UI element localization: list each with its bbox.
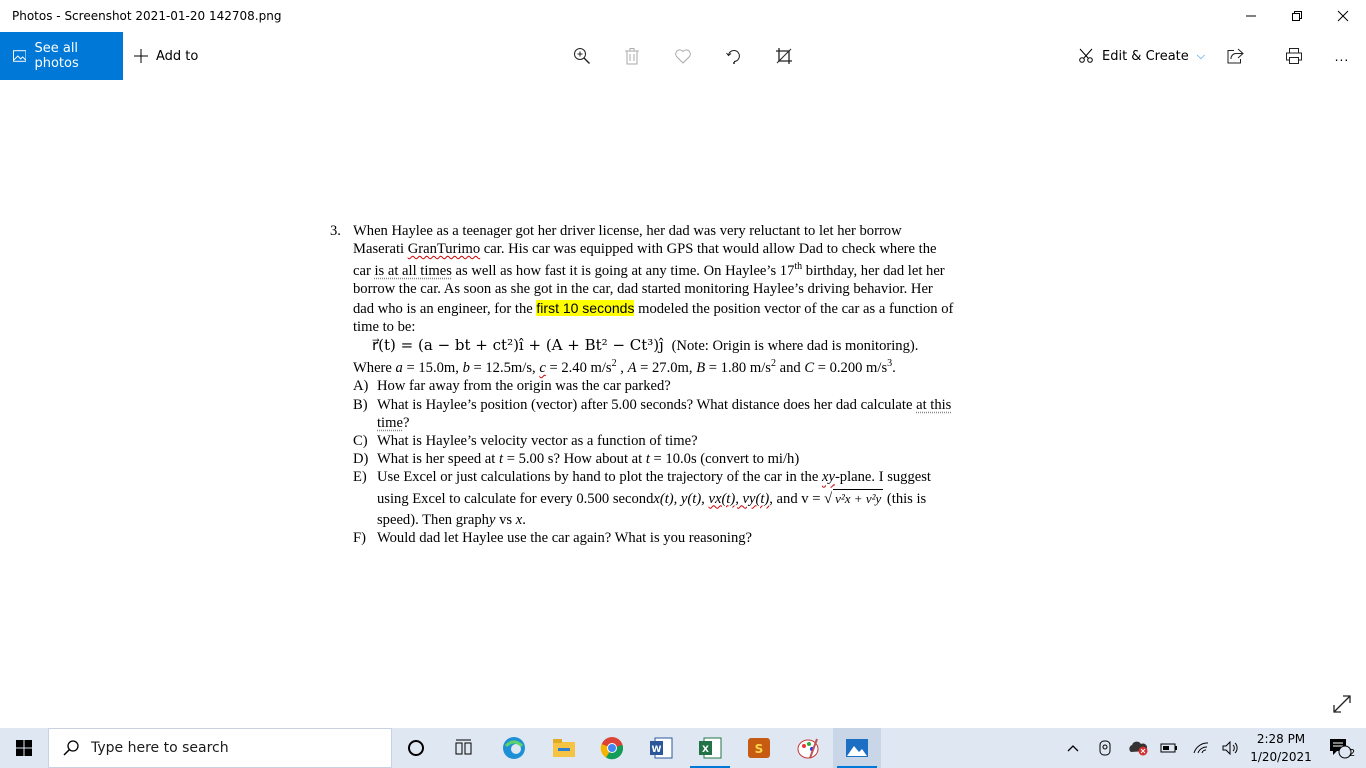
see-all-photos-button[interactable] — [0, 32, 123, 80]
formula-note: (Note: Origin is where dad is monitoring). — [671, 338, 919, 355]
chrome-icon — [600, 736, 624, 760]
grammar-flagged-text: is at all times — [374, 263, 452, 280]
tray-volume[interactable] — [1220, 728, 1242, 768]
item-label: D) — [353, 451, 369, 468]
question-item-a — [353, 377, 1018, 395]
minimize-button[interactable] — [1228, 0, 1274, 32]
paragraph-line-4 — [353, 280, 1018, 298]
printer-icon — [1285, 47, 1303, 65]
word-icon — [649, 737, 673, 759]
item-text: speed). Then graph — [377, 511, 489, 528]
item-text: (this is — [883, 490, 927, 507]
question-item-f — [353, 529, 1018, 547]
text: = 2.40 m/s — [545, 360, 612, 377]
superscript: 3 — [887, 358, 893, 370]
item-label: C) — [353, 432, 368, 449]
question-item-e: E) Use Excel or just calculations by hand to plot the trajectory of the car in the xy-plane. I suggest using Excel to calculate for every 0.500 secondx(t), y(t), vx(t), vy(t), and v = √ v²x + v²y (this is speed). Then graphy vs x. — [353, 469, 931, 528]
var: c — [539, 360, 546, 377]
tray-camera[interactable] — [1094, 728, 1116, 768]
crop-button[interactable] — [772, 44, 796, 68]
close-icon — [1337, 10, 1349, 22]
plus-icon — [134, 49, 148, 63]
svg-text:W: W — [651, 745, 662, 755]
item-text: -plane. I suggest — [834, 469, 931, 486]
add-to-label: Add to — [156, 48, 199, 64]
see-all-photos-label: See all photos — [34, 41, 79, 71]
paragraph-text: time to be: — [353, 318, 416, 335]
taskbar-app-chrome[interactable] — [588, 728, 636, 768]
cortana-icon — [407, 739, 425, 757]
highlighted-text: first 10 seconds — [536, 299, 635, 316]
var: x — [515, 511, 523, 528]
item-text: What is Haylee’s position (vector) after 5.00 seconds? What distance does her dad calculate — [377, 396, 917, 413]
item-text: = 5.00 s? How about at — [503, 451, 646, 468]
expand-icon — [1331, 693, 1353, 715]
var: t — [498, 451, 504, 468]
var: vx(t), vy(t) — [708, 490, 770, 507]
taskbar-app-snagit[interactable] — [735, 728, 783, 768]
trash-icon — [623, 47, 641, 65]
text: and — [775, 360, 805, 377]
more-options-label: ... — [1334, 48, 1350, 64]
var: a — [395, 360, 403, 377]
window-title: Photos - Screenshot 2021-01-20 142708.png — [12, 9, 282, 23]
paragraph-line-3 — [353, 258, 1018, 280]
item-text: How far away from the origin was the car parked? — [377, 378, 671, 395]
restore-button[interactable] — [1274, 0, 1320, 32]
paragraph-text: car — [353, 263, 375, 280]
text: = 27.0m, — [636, 360, 697, 377]
edit-create-label: Edit & Create — [1102, 48, 1189, 64]
item-label: E) — [353, 469, 367, 486]
speaker-icon — [1222, 741, 1240, 755]
svg-text:S: S — [754, 742, 764, 756]
paragraph-line-2 — [353, 240, 1018, 258]
item-label: B) — [353, 396, 368, 413]
taskbar-search-box[interactable] — [48, 728, 392, 768]
misspelled-word: GranTurimo — [407, 241, 481, 258]
text: = 15.0m, — [402, 360, 463, 377]
text: . — [892, 360, 896, 377]
paragraph-line-6 — [353, 318, 1018, 336]
delete-button[interactable] — [620, 44, 644, 68]
paragraph-text: car. His car was equipped with GPS that would allow Dad to check where the — [480, 241, 937, 258]
item-text: What is her speed at — [377, 451, 499, 468]
task-view-icon — [455, 739, 473, 757]
search-placeholder: Type here to search — [91, 740, 229, 756]
edit-create-button[interactable] — [1078, 32, 1205, 80]
var: x(t), y(t), — [653, 490, 709, 507]
text: = 1.80 m/s — [705, 360, 771, 377]
question-body — [353, 222, 1018, 547]
var: B — [696, 360, 706, 377]
question-item-d — [353, 450, 1018, 468]
photo-gallery-icon — [13, 49, 26, 63]
item-text: vs — [495, 511, 516, 528]
snagit-icon — [747, 737, 771, 759]
restore-icon — [1291, 10, 1303, 22]
paragraph-line-1 — [353, 222, 1018, 240]
clock-date: 1/20/2021 — [1250, 750, 1312, 764]
heart-icon — [674, 47, 692, 65]
item-text: Would dad let Haylee use the car again? What is you reasoning? — [377, 529, 753, 546]
notification-count: 2 — [1348, 748, 1356, 759]
rotate-icon — [725, 47, 743, 65]
battery-icon — [1160, 742, 1178, 754]
var: b — [462, 360, 470, 377]
item-label: F) — [353, 529, 366, 546]
item-text: Use Excel or just calculations by hand to plot the trajectory of the car in the — [377, 469, 822, 486]
full-screen-button[interactable] — [1331, 693, 1353, 715]
paragraph-text: dad who is an engineer, for the — [353, 300, 537, 317]
paragraph-line-5 — [353, 299, 1018, 318]
tray-battery[interactable] — [1158, 728, 1180, 768]
folder-icon — [552, 738, 576, 758]
var: C — [804, 360, 815, 377]
photos-toolbar — [0, 32, 1366, 80]
paragraph-text: borrow the car. As soon as she got in the car, dad started monitoring Haylee’s driving behavior. Her — [353, 281, 933, 298]
grammar-flagged-text: at this — [916, 396, 952, 413]
wifi-icon — [1192, 741, 1210, 755]
superscript: th — [794, 261, 803, 273]
item-text: = 10.0s (convert to mi/h) — [649, 451, 800, 468]
paragraph-text: as well as how fast it is going at any time. On Haylee’s 17 — [451, 263, 795, 280]
var: y — [488, 511, 496, 528]
favorite-button[interactable] — [671, 44, 695, 68]
crop-icon — [775, 47, 793, 65]
add-to-button[interactable] — [134, 32, 198, 80]
chevron-down-icon: ⌵ — [1196, 49, 1206, 62]
clock-time: 2:28 PM — [1256, 732, 1306, 746]
more-options-button[interactable] — [1330, 44, 1354, 68]
question-item-b — [353, 396, 1018, 432]
rotate-button[interactable] — [722, 44, 746, 68]
text: = 12.5m/s, — [469, 360, 540, 377]
taskbar-clock[interactable] — [1248, 730, 1314, 766]
taskbar-app-edge[interactable] — [490, 728, 538, 768]
position-formula — [353, 336, 1018, 355]
taskbar-app-word[interactable] — [637, 728, 685, 768]
sqrt-expression: v²x + v²y — [833, 489, 883, 508]
chevron-up-icon — [1067, 744, 1079, 752]
question-item-c — [353, 432, 1018, 450]
share-icon — [1226, 47, 1244, 65]
paint-icon — [796, 736, 820, 760]
taskbar-app-file-explorer[interactable] — [540, 728, 588, 768]
show-hidden-icons-button[interactable] — [1062, 728, 1084, 768]
grammar-flagged-text: time — [377, 414, 403, 431]
item-label: A) — [353, 378, 369, 395]
task-view-button[interactable] — [440, 728, 488, 768]
text: Where — [353, 360, 396, 377]
zoom-in-icon — [573, 47, 591, 65]
share-button[interactable] — [1223, 44, 1247, 68]
item-text: , and v = — [769, 490, 825, 507]
tray-wifi[interactable] — [1190, 728, 1212, 768]
item-text: using Excel to calculate for every 0.500 second — [377, 490, 654, 507]
var: xy — [821, 469, 835, 486]
item-text: What is Haylee’s velocity vector as a function of time? — [377, 432, 698, 449]
superscript: 2 — [611, 358, 617, 370]
question-number: 3. — [330, 223, 341, 239]
minimize-icon — [1245, 10, 1257, 22]
camera-icon — [1097, 740, 1113, 756]
taskbar-app-photos[interactable] — [833, 728, 881, 768]
taskbar-app-excel[interactable] — [686, 728, 734, 768]
windows-logo-icon — [16, 740, 32, 756]
text: , — [616, 360, 628, 377]
formula-expression: r⃗(t) = (a − bt + ct²)î + (A + Bt² − Ct³)ĵ — [372, 336, 664, 355]
windows-taskbar — [0, 728, 1366, 768]
edge-icon — [502, 736, 526, 760]
tray-onedrive[interactable] — [1126, 728, 1150, 768]
paragraph-text: birthday, her dad let her — [802, 263, 945, 280]
start-button[interactable] — [0, 728, 48, 768]
title-bar — [0, 0, 1366, 32]
svg-text:X: X — [702, 745, 709, 755]
item-text: ? — [402, 414, 410, 431]
zoom-button[interactable] — [570, 44, 594, 68]
item-text: . — [522, 511, 526, 528]
search-icon — [63, 740, 79, 756]
print-button[interactable] — [1282, 44, 1306, 68]
cortana-button[interactable] — [392, 728, 440, 768]
text: = 0.200 m/s — [814, 360, 888, 377]
taskbar-app-paint[interactable] — [784, 728, 832, 768]
photos-icon — [845, 738, 869, 758]
var: t — [645, 451, 650, 468]
cloud-error-icon — [1127, 740, 1149, 756]
superscript: 2 — [770, 358, 776, 370]
paragraph-text: When Haylee as a teenager got her driver license, her dad was very reluctant to let her borrow — [353, 223, 902, 239]
var: A — [627, 360, 637, 377]
paragraph-text: Maserati — [353, 241, 408, 258]
excel-icon — [698, 737, 722, 759]
action-center-button[interactable] — [1320, 728, 1360, 768]
paragraph-text: modeled the position vector of the car as a function of — [634, 300, 954, 317]
edit-scissors-icon — [1078, 48, 1094, 64]
close-button[interactable] — [1320, 0, 1366, 32]
constants-line — [353, 355, 1018, 377]
